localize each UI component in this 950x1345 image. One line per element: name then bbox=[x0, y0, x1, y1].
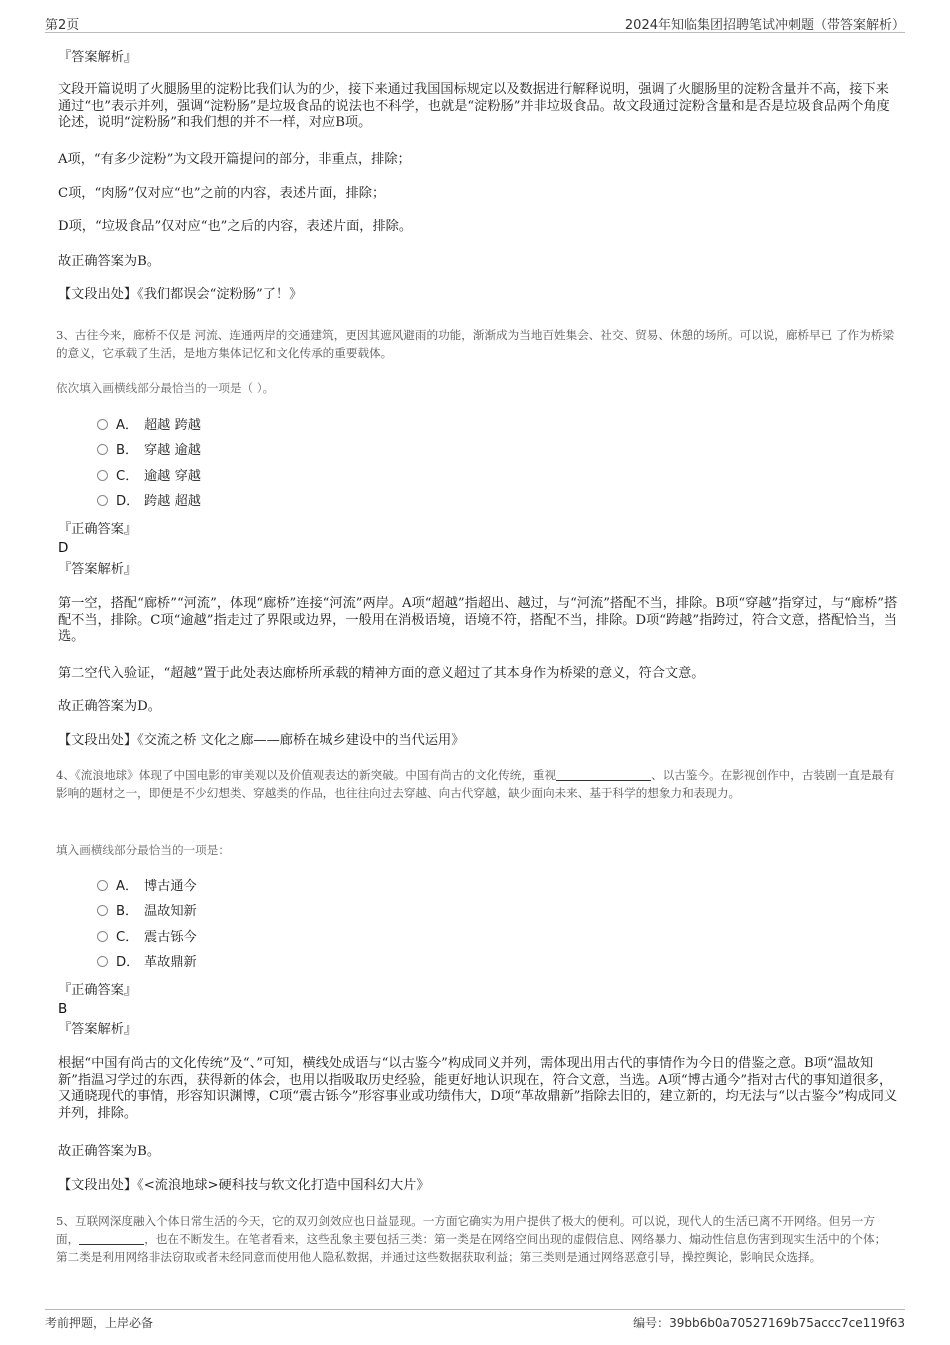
radio-button[interactable] bbox=[97, 880, 108, 891]
option-text: 温故知新 bbox=[144, 904, 197, 919]
page-number: 第2页 bbox=[45, 18, 80, 33]
conclusion-line: 故正确答案为D。 bbox=[58, 699, 161, 714]
option-d[interactable]: D． 跨越 超越 bbox=[97, 494, 201, 510]
option-d[interactable]: D． 革故鼎新 bbox=[97, 955, 197, 971]
fill-blank bbox=[556, 768, 651, 781]
option-b[interactable]: B． 穿越 逾越 bbox=[97, 443, 201, 459]
analysis-paragraph: C项，“肉肠”仅对应“也”之前的内容，表述片面，排除； bbox=[58, 186, 386, 201]
conclusion-line: 故正确答案为B。 bbox=[58, 1144, 161, 1159]
analysis-paragraph: 第一空，搭配“廊桥”“河流”，体现“廊桥”连接“河流”两岸。A项“超越”指超出、越过，与“河流”搭配不当，排除。B项“穿越”指穿过，与“廊桥”搭配不当，排除。C项“逾越”指走过了界限或边界，一般用在消极语境，语境不符，搭配不当，排除。D项“跨越”指跨过，符合文意，搭配恰当，当选。 bbox=[58, 596, 898, 644]
analysis-paragraph: 第二空代入验证，“超越”置于此处表达廊桥所承载的精神方面的意义超过了其本身作为桥梁的意义，符合文意。 bbox=[58, 666, 705, 681]
correct-answer-tag: 『正确答案』 bbox=[58, 983, 138, 998]
radio-button[interactable] bbox=[97, 905, 108, 916]
radio-button[interactable] bbox=[97, 444, 108, 455]
radio-button[interactable] bbox=[97, 495, 108, 506]
option-text: 革故鼎新 bbox=[144, 955, 197, 970]
source-line: 【文段出处】《我们都误会“淀粉肠”了！》 bbox=[58, 287, 303, 302]
question-prompt: 填入画横线部分最恰当的一项是： bbox=[56, 843, 230, 857]
option-c[interactable]: C． 震古铄今 bbox=[97, 930, 197, 946]
document-title: 2024年知临集团招聘笔试冲刺题（带答案解析） bbox=[624, 18, 905, 33]
analysis-tag: 『答案解析』 bbox=[58, 562, 138, 577]
option-c[interactable]: C． 逾越 穿越 bbox=[97, 469, 201, 485]
page-header bbox=[45, 12, 905, 33]
option-b[interactable]: B． 温故知新 bbox=[97, 904, 197, 920]
radio-button[interactable] bbox=[97, 956, 108, 967]
question-prompt: 依次填入画横线部分最恰当的一项是（ ）。 bbox=[56, 381, 275, 395]
page-footer bbox=[45, 1309, 905, 1332]
analysis-paragraph: 文段开篇说明了火腿肠里的淀粉比我们认为的少，接下来通过我国国标规定以及数据进行解释说明，强调了火腿肠里的淀粉含量并不高，接下来通过“也”表示并列，强调“淀粉肠”是垃圾食品的说法也不科学，也就是“淀粉肠”并非垃圾食品。故文段通过淀粉含量和是否是垃圾食品两个角度论述，说明“淀粉肠”和我们想的并不一样，对应B项。 bbox=[58, 82, 890, 130]
option-a[interactable]: A． 超越 跨越 bbox=[97, 418, 201, 434]
analysis-paragraph: D项，“垃圾食品”仅对应“也”之后的内容，表述片面，排除。 bbox=[58, 219, 413, 234]
option-text: 逾越 穿越 bbox=[144, 469, 201, 484]
correct-answer: D bbox=[58, 540, 69, 556]
correct-answer: B bbox=[58, 1001, 68, 1017]
source-line: 【文段出处】《<流浪地球>硬科技与软文化打造中国科幻大片》 bbox=[58, 1178, 430, 1193]
radio-button[interactable] bbox=[97, 470, 108, 481]
option-text: 超越 跨越 bbox=[144, 418, 201, 433]
option-a[interactable]: A． 博古通今 bbox=[97, 879, 197, 895]
question-stem: 4、《流浪地球》体现了中国电影的审美观以及价值观表达的新突破。中国有尚古的文化传统，重视 、以古鉴今。在影视创作中，古装剧一直是最有影响的题材之一，即便是不少幻想类、穿越类的作品，也往往向过去穿越、向古代穿越，缺少面向未来、基于科学的想象力和表现力。 bbox=[56, 768, 895, 800]
document-code: 编号：39bb6b0a70527169b75accc7ce119f63 bbox=[633, 1316, 905, 1330]
analysis-paragraph: 根据“中国有尚古的文化传统”及“、”可知，横线处成语与“以古鉴今”构成同义并列，需体现出用古代的事情作为今日的借鉴之意。B项“温故知新”指温习学过的东西，获得新的体会，也用以指吸取历史经验，能更好地认识现在，符合文意，当选。A项“博古通今”指对古代的事知道很多，又通晓现代的事情，形容知识渊博，C项“震古铄今”形容事业或功绩伟大，D项“革故鼎新”指除去旧的，建立新的，均无法与“以古鉴今”构成同义并列，排除。 bbox=[58, 1056, 898, 1121]
radio-button[interactable] bbox=[97, 419, 108, 430]
option-text: 震古铄今 bbox=[144, 930, 197, 945]
option-text: 跨越 超越 bbox=[144, 494, 201, 509]
fill-blank bbox=[79, 1232, 144, 1245]
source-line: 【文段出处】《交流之桥 文化之廊——廊桥在城乡建设中的当代运用》 bbox=[58, 733, 465, 748]
analysis-tag: 『答案解析』 bbox=[58, 50, 138, 65]
analysis-tag: 『答案解析』 bbox=[58, 1022, 138, 1037]
correct-answer-tag: 『正确答案』 bbox=[58, 522, 138, 537]
option-text: 博古通今 bbox=[144, 879, 197, 894]
option-text: 穿越 逾越 bbox=[144, 443, 201, 458]
footer-slogan: 考前押题，上岸必备 bbox=[45, 1316, 154, 1330]
conclusion-line: 故正确答案为B。 bbox=[58, 254, 161, 269]
analysis-paragraph: A项，“有多少淀粉”为文段开篇提问的部分，非重点，排除； bbox=[58, 152, 411, 167]
question-stem: 5、互联网深度融入个体日常生活的今天，它的双刃剑效应也日益显现。一方面它确实为用户提供了极大的便利。可以说，现代人的生活已离不开网络。但另一方面， ，也在不断发生。在笔者看来，这些乱象主要包括三类：第一类是在网络空间出现的虚假信息、网络暴力、煽动性信息伤害到现实生活中的个体；第二类是利用网络非法窃取或者未经同意而使用他人隐私数据，并通过这些数据获取利益；第三类则是通过网络恶意引导，操控舆论，影响民众选择。 bbox=[56, 1214, 887, 1264]
question-stem: 3、古往今来，廊桥不仅是 河流、连通两岸的交通建筑，更因其遮风避雨的功能，渐渐成为当地百姓集会、社交、贸易、休憩的场所。可以说，廊桥早已 了作为桥梁的意义，它承载了生活，是地方集体记忆和文化传承的重要载体。 bbox=[56, 328, 894, 360]
radio-button[interactable] bbox=[97, 931, 108, 942]
